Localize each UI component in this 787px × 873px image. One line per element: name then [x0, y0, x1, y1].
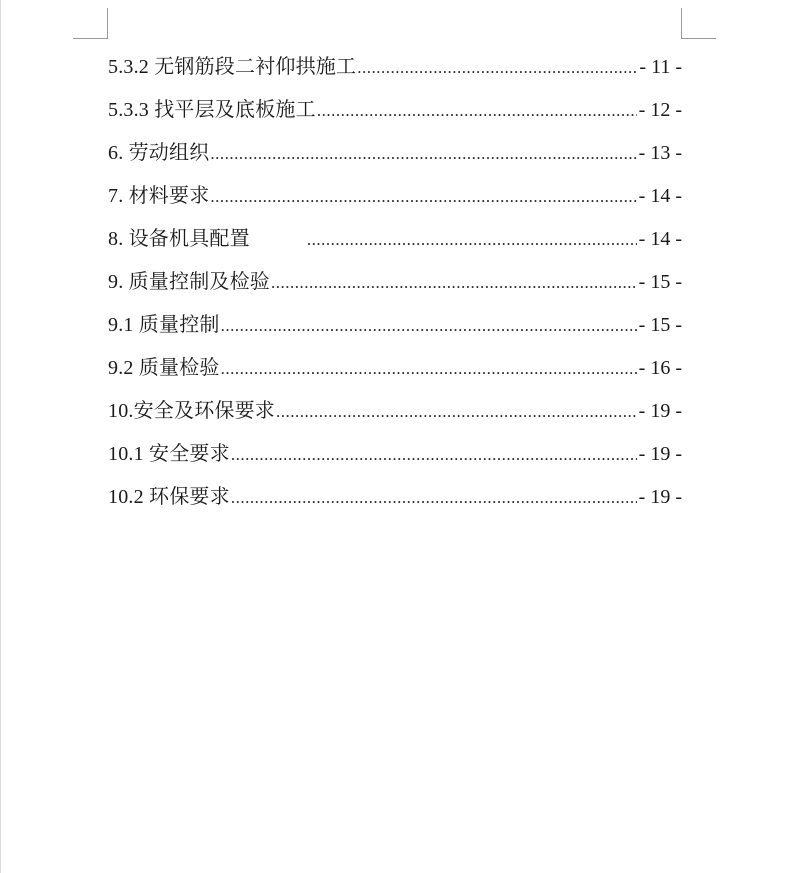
toc-entry-5-3-3[interactable] [108, 95, 682, 138]
toc-entry-label: 10.安全及环保要求 [108, 400, 275, 422]
dot-leader [307, 225, 637, 255]
dot-leader [231, 483, 637, 513]
toc-entry-10-2[interactable] [108, 482, 682, 525]
toc-entry-10-1[interactable] [108, 439, 682, 482]
toc-entry-8[interactable] [108, 224, 682, 267]
table-of-contents [108, 52, 682, 525]
toc-entry-10[interactable] [108, 396, 682, 439]
toc-entry-label: 5.3.2 无钢筋段二衬仰拱施工 [108, 56, 357, 78]
dot-leader [210, 139, 636, 169]
toc-page-number: - 14 - [638, 185, 682, 207]
toc-entry-label: 10.1 安全要求 [108, 443, 230, 465]
toc-entry-6[interactable] [108, 138, 682, 181]
dot-leader [221, 354, 637, 384]
toc-page-number: - 14 - [638, 228, 682, 250]
toc-entry-label: 7. 材料要求 [108, 185, 210, 207]
toc-entry-label: 9. 质量控制及检验 [108, 271, 270, 293]
toc-entry-label: 6. 劳动组织 [108, 142, 210, 164]
toc-entry-label: 8. 设备机具配置 [108, 228, 250, 250]
toc-page-number: - 15 - [638, 314, 682, 336]
dot-leader [231, 440, 637, 470]
toc-entry-9[interactable] [108, 267, 682, 310]
toc-page-number: - 13 - [638, 142, 682, 164]
toc-entry-label: 5.3.3 找平层及底板施工 [108, 99, 316, 121]
toc-page-number: - 19 - [638, 400, 682, 422]
dot-leader [317, 96, 637, 126]
top-left-crop-mark [73, 8, 108, 39]
toc-page-number: - 19 - [638, 486, 682, 508]
toc-entry-7[interactable] [108, 181, 682, 224]
toc-entry-label: 9.2 质量检验 [108, 357, 220, 379]
toc-entry-9-2[interactable] [108, 353, 682, 396]
dot-leader [221, 311, 637, 341]
toc-entry-9-1[interactable] [108, 310, 682, 353]
toc-page-number: - 15 - [638, 271, 682, 293]
dot-leader [210, 182, 636, 212]
toc-page-number: - 12 - [638, 99, 682, 121]
toc-entry-label: 9.1 质量控制 [108, 314, 220, 336]
toc-page-number: - 11 - [639, 56, 682, 78]
toc-page-number: - 19 - [638, 443, 682, 465]
dot-leader [276, 397, 637, 427]
toc-entry-5-3-2[interactable] [108, 52, 682, 95]
dot-leader [357, 53, 637, 83]
page-edge [0, 0, 1, 873]
top-right-crop-mark [681, 8, 716, 39]
dot-leader [271, 268, 637, 298]
toc-entry-label: 10.2 环保要求 [108, 486, 230, 508]
toc-page-number: - 16 - [638, 357, 682, 379]
